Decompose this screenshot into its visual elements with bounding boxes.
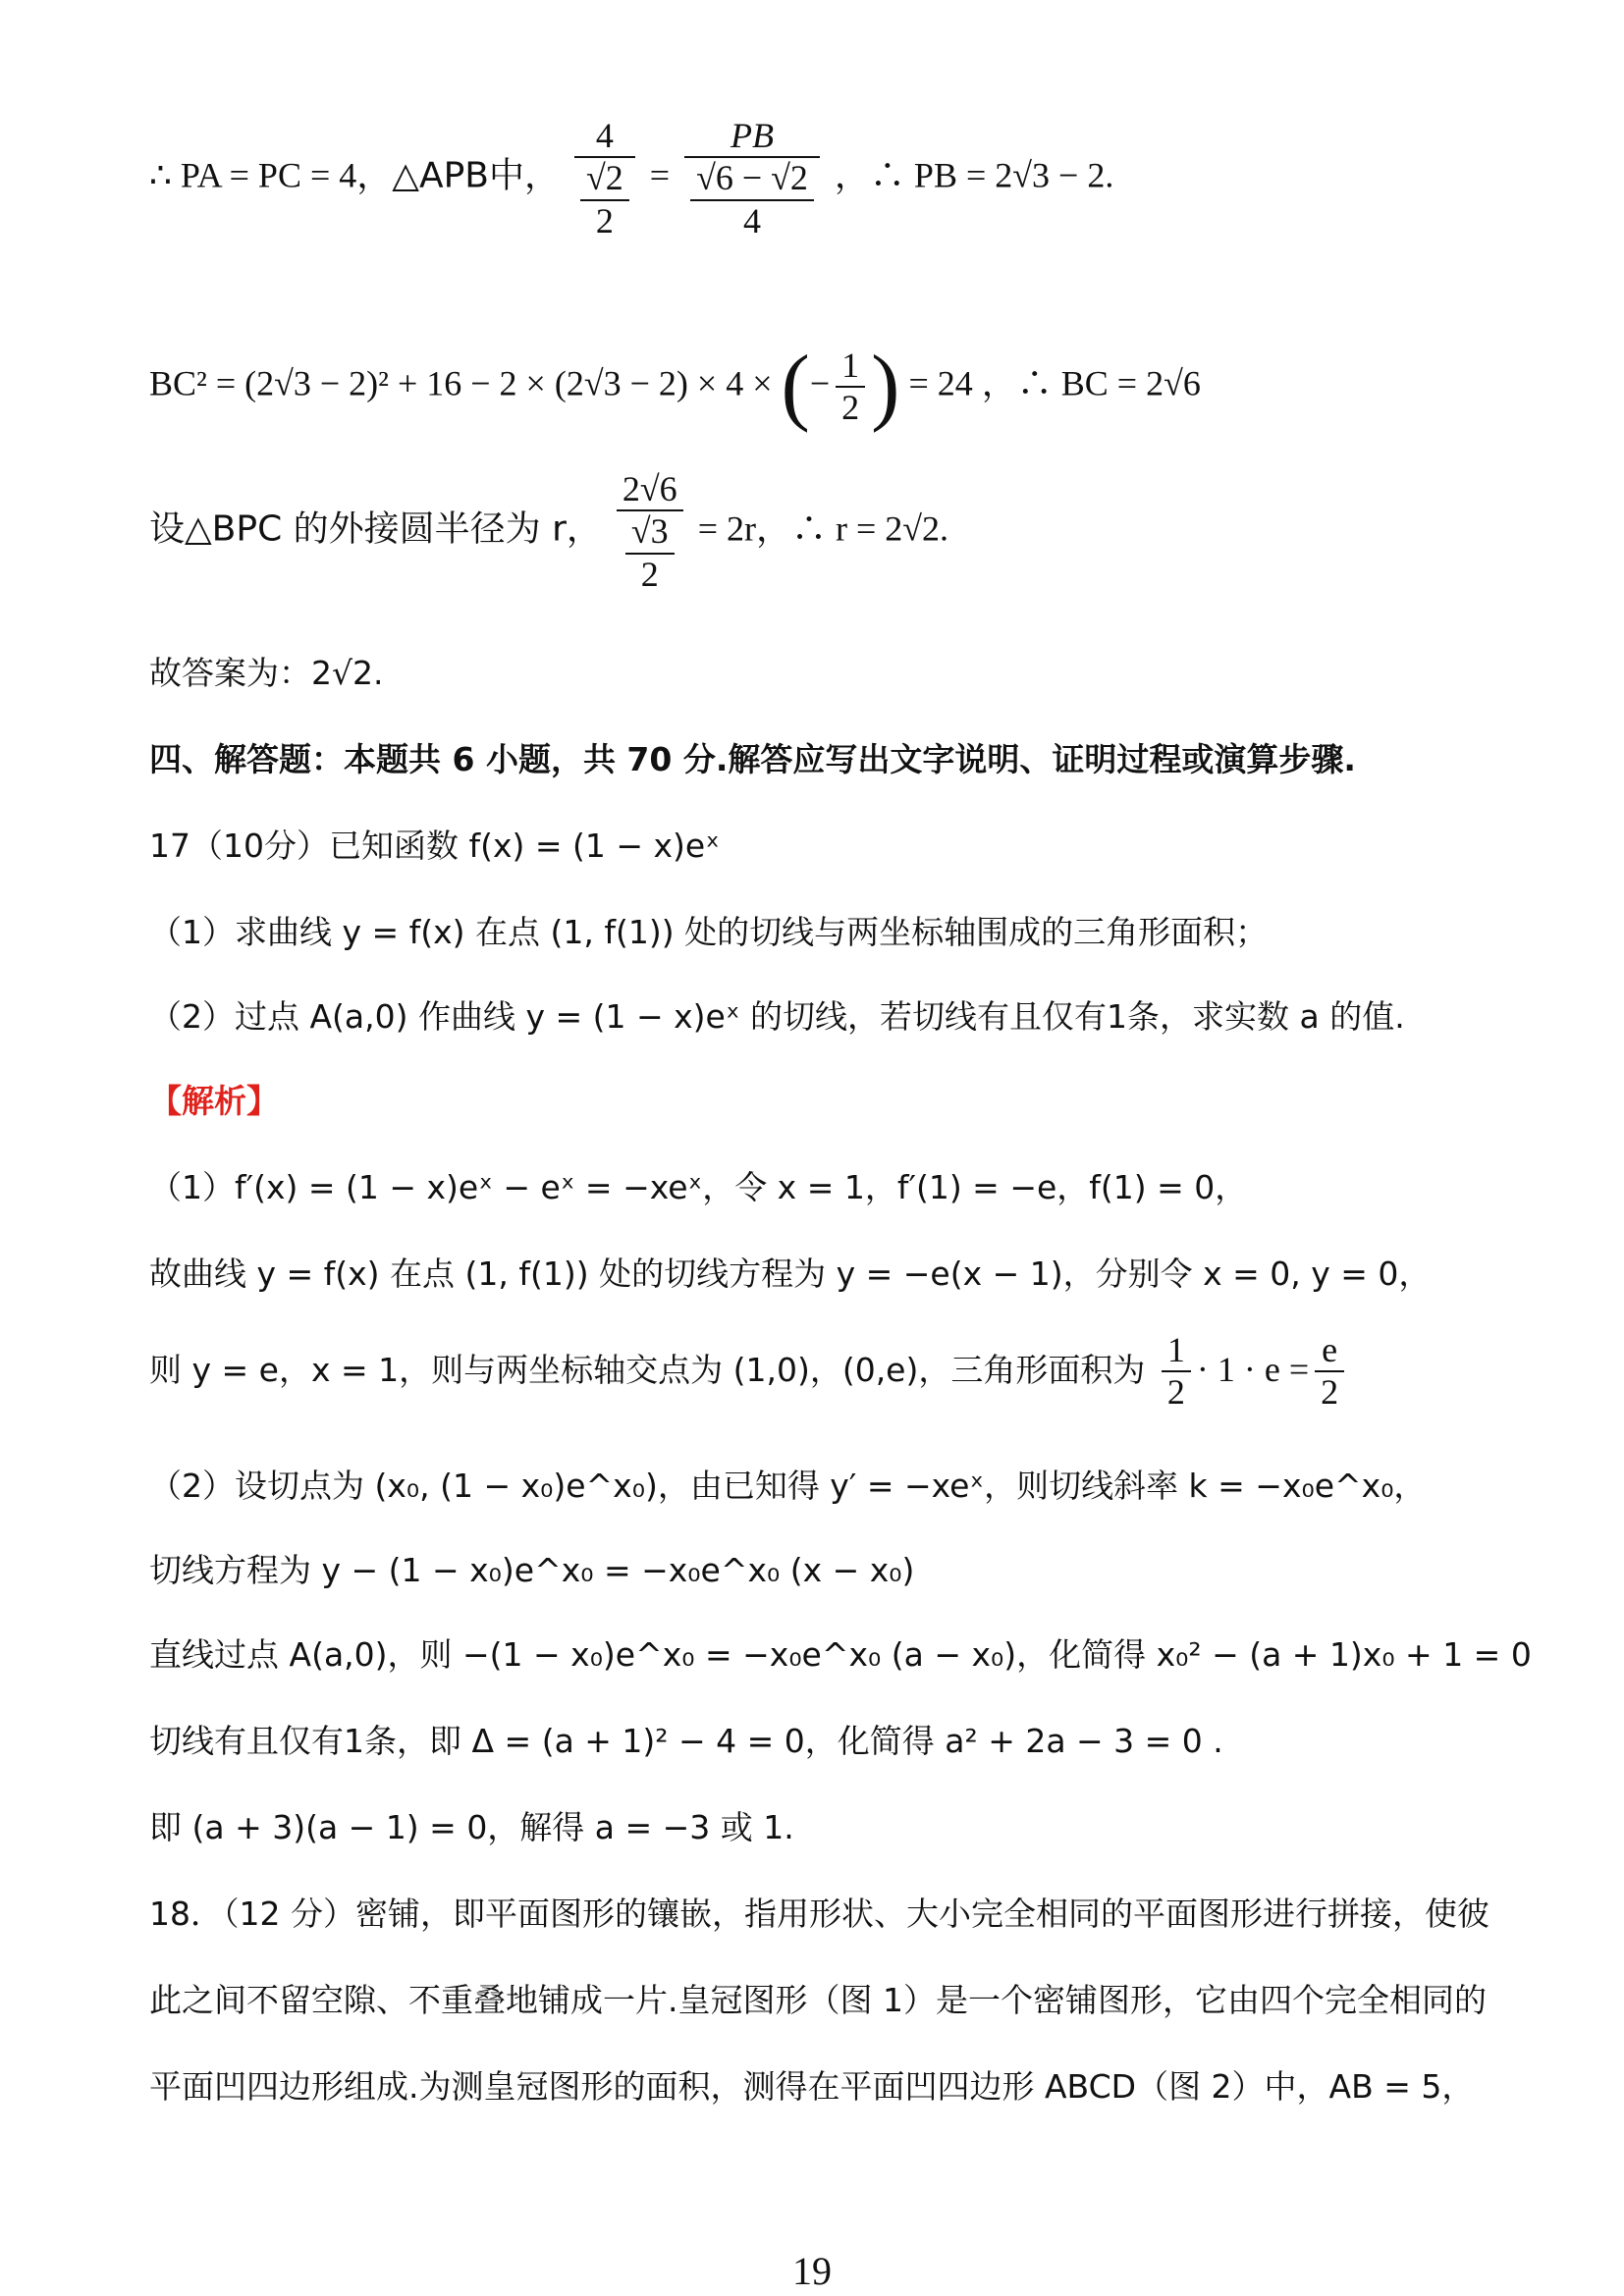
text-triangle-apb: ，△APB中，	[356, 155, 561, 196]
solution-tangent-equation: 切线方程为 y − (1 − x₀)e^x₀ = −x₀e^x₀ (x − x₀)	[149, 1551, 915, 1589]
line-pa-pc	[149, 116, 1477, 241]
text-equals-24: = 24	[908, 363, 973, 403]
analysis-label: 【解析】	[149, 1082, 279, 1120]
fraction-denominator: 2	[1166, 1372, 1185, 1413]
problem-18-line-1: 18．（12 分）密铺，即平面图形的镶嵌，指用形状、大小完全相同的平面图形进行拼接，使彼	[149, 1895, 1489, 1933]
fraction-numerator: 1	[841, 345, 860, 385]
nested-denominator: 4	[743, 200, 761, 240]
fraction-denominator: 2	[841, 388, 860, 427]
fraction-one-half	[1162, 1330, 1191, 1414]
text-pa-pc: ∴ PA = PC = 4	[149, 155, 357, 195]
nested-denominator: 2	[595, 200, 614, 240]
line-bc-squared	[149, 339, 1477, 434]
problem-17-statement: 17（10分）已知函数 f(x) = (1 − x)eˣ	[149, 827, 720, 865]
section-heading: 四、解答题：本题共 6 小题，共 70 分.解答应写出文字说明、证明过程或演算步骤.	[149, 740, 1356, 778]
fraction-denominator	[684, 158, 820, 241]
fraction-denominator	[574, 158, 635, 241]
text-r-result: ，∴ r = 2√2	[755, 508, 941, 549]
nested-numerator: √2	[586, 158, 623, 198]
solution-tangent-line: 故曲线 y = f(x) 在点 (1, f(1)) 处的切线方程为 y = −e(x − 1)，分别令 x = 0, y = 0，	[149, 1255, 1432, 1293]
text-intercepts: 则 y = e，x = 1，则与两坐标轴交点为 (1,0)，(0,e)，三角形面积为	[149, 1350, 1146, 1389]
page-number: 19	[792, 2249, 832, 2293]
fraction-numerator: PB	[731, 116, 774, 155]
fraction-4-over-root2-half	[574, 116, 635, 241]
solution-part-1-derivative: （1）f′(x) = (1 − x)eˣ − eˣ = −xeˣ，令 x = 1，f′(1) = −e，f(1) = 0，	[149, 1168, 1248, 1206]
fraction-numerator: 4	[595, 116, 614, 155]
problem-18-line-3: 平面凹四边形组成.为测皇冠图形的面积，测得在平面凹四边形 ABCD（图 2）中，AB = 5，	[149, 2067, 1475, 2106]
line-answer: 故答案为：2√2.	[149, 654, 384, 692]
nested-numerator: √6 − √2	[696, 158, 808, 198]
text-bc-result: ，∴ BC = 2√6	[981, 363, 1201, 403]
nested-denominator: 2	[640, 554, 659, 594]
period: .	[940, 508, 949, 549]
fraction-denominator	[620, 511, 680, 595]
text-bc-expression: BC² = (2√3 − 2)² + 16 − 2 × (2√3 − 2) × 4 ×	[149, 363, 773, 403]
right-paren: )	[871, 339, 900, 434]
text-circumradius-setup: 设△BPC 的外接圆半径为 r，	[149, 508, 602, 550]
text-product: · 1 · e =	[1196, 1349, 1310, 1389]
problem-18-line-2: 此之间不留空隙、不重叠地铺成一片.皇冠图形（图 1）是一个密铺图形，它由四个完全相同的	[149, 1981, 1487, 2019]
problem-17-part-1: （1）求曲线 y = f(x) 在点 (1, f(1)) 处的切线与两坐标轴围成的三角形面积；	[149, 913, 1269, 951]
solution-triangle-area	[149, 1330, 1477, 1414]
fraction-numerator: 1	[1166, 1330, 1185, 1369]
fraction-denominator: 2	[1321, 1372, 1339, 1413]
equals-sign: =	[649, 155, 671, 195]
solution-discriminant: 切线有且仅有1条，即 Δ = (a + 1)² − 4 = 0，化简得 a² + 2a − 3 = 0 .	[149, 1722, 1223, 1760]
line-circumradius	[149, 469, 1477, 595]
minus-sign: −	[809, 363, 831, 403]
text-equals-2r: = 2r	[697, 508, 756, 549]
solution-passes-through-a: 直线过点 A(a,0)，则 −(1 − x₀)e^x₀ = −x₀e^x₀ (a − x₀)，化简得 x₀² − (a + 1)x₀ + 1 = 0	[149, 1635, 1532, 1674]
fraction-numerator: e	[1322, 1330, 1338, 1369]
fraction-numerator: 2√6	[622, 469, 677, 508]
left-paren: (	[781, 339, 810, 434]
nested-numerator: √3	[630, 511, 669, 552]
text-pb-result: ，∴ PB = 2√3 − 2	[834, 155, 1106, 195]
solution-part-2-tangent-point: （2）设切点为 (x₀, (1 − x₀)e^x₀)，由已知得 y′ = −xeˣ，则切线斜率 k = −x₀e^x₀，	[149, 1467, 1427, 1505]
fraction-pb-over-expr	[684, 116, 820, 241]
solution-final-a: 即 (a + 3)(a − 1) = 0，解得 a = −3 或 1.	[149, 1808, 794, 1846]
fraction-one-half	[836, 346, 865, 429]
fraction-2root6-over-root3-half	[617, 469, 683, 595]
period: .	[1105, 155, 1114, 195]
problem-17-part-2: （2）过点 A(a,0) 作曲线 y = (1 − x)eˣ 的切线，若切线有且仅有1条，求实数 a 的值.	[149, 997, 1405, 1036]
fraction-e-over-2	[1315, 1330, 1344, 1414]
